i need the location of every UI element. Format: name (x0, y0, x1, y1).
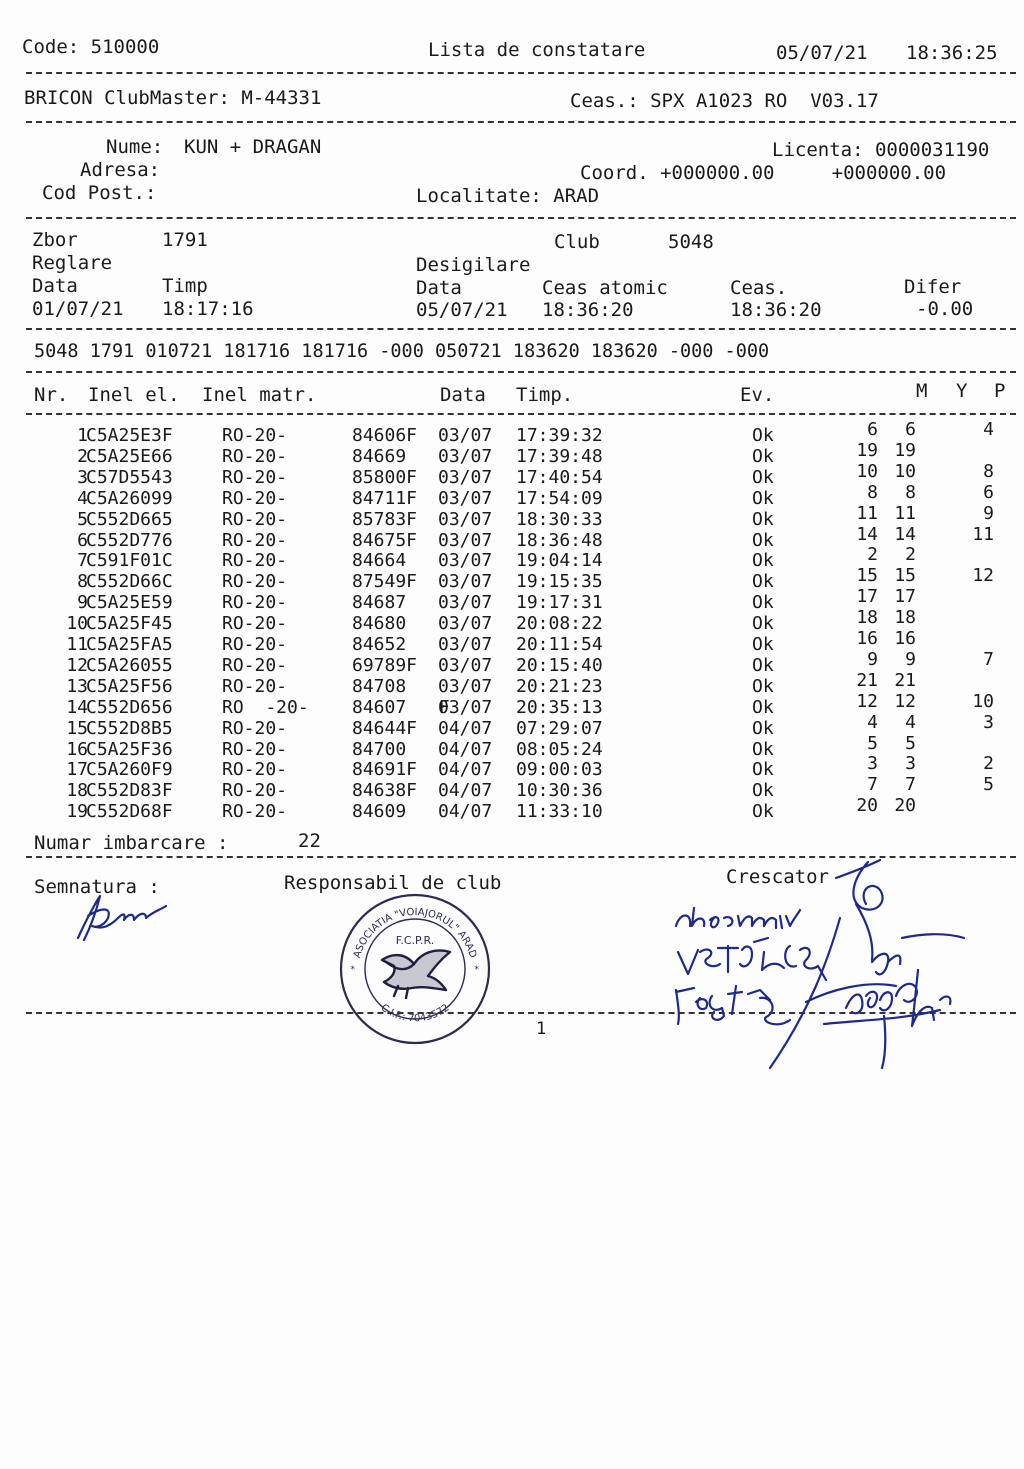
semnatura-signature (78, 896, 166, 940)
ring-electronic: C591F01C (86, 550, 173, 572)
rank-p: 2 (983, 753, 994, 775)
ring-number: 84606F (352, 425, 418, 446)
row-number: 16 (66, 738, 88, 760)
arrival-date: 04/07 (438, 738, 493, 760)
row-number: 15 (66, 717, 88, 739)
data2-label: Data (416, 277, 462, 299)
arrival-date: 03/07 (438, 529, 493, 551)
rank-m: 19 (856, 439, 878, 461)
ring-number: 84609 (352, 801, 407, 823)
col-timp: Timp. (516, 384, 574, 406)
event-status: Ok (752, 654, 774, 676)
arrival-date: 04/07 (438, 717, 493, 739)
arrival-time: 18:30:33 (516, 508, 603, 530)
rank-p: 12 (972, 565, 994, 587)
club-label: Club (554, 231, 600, 253)
ring-number: 85783F (352, 508, 418, 530)
arrival-date: 03/07 (438, 675, 493, 697)
desigilare-label: Desigilare (416, 254, 531, 276)
event-status: Ok (752, 529, 774, 551)
rank-m: 20 (856, 795, 878, 817)
rank-y: 2 (905, 544, 916, 566)
stamp-top-text: ASOCIATIA "VOIAJORUL" ARAD (351, 906, 479, 960)
ring-prefix: RO-20- (222, 508, 288, 530)
event-status: Ok (752, 571, 774, 593)
arrival-date: 03/07 (438, 592, 493, 614)
rank-p: 9 (983, 502, 994, 524)
ring-electronic: C552D66C (86, 571, 173, 593)
row-number: 8 (77, 571, 88, 593)
ring-prefix: RO-20- (222, 466, 288, 488)
rank-y: 16 (894, 628, 916, 649)
rank-m: 12 (856, 690, 878, 712)
ring-prefix: RO-20- (222, 654, 288, 676)
rank-p: 7 (983, 648, 994, 670)
ring-number: 84691F (352, 759, 418, 781)
zbor-value: 1791 (162, 229, 208, 251)
arrival-time: 19:04:14 (516, 550, 603, 572)
row-number: 3 (77, 466, 88, 488)
atomic-time: 18:36:20 (542, 299, 634, 321)
arrival-date: 03/07 (438, 634, 493, 655)
arrival-time: 18:36:48 (516, 529, 603, 551)
rank-y: 21 (894, 669, 916, 691)
rank-m: 14 (856, 523, 878, 545)
rank-y: 4 (905, 711, 916, 733)
event-status: Ok (752, 550, 774, 572)
rank-y: 18 (894, 607, 916, 629)
rank-m: 4 (867, 711, 878, 733)
coordinates: Coord. +000000.00 +000000.00 (580, 162, 947, 184)
separator (26, 856, 1016, 858)
rank-m: 9 (867, 648, 878, 670)
rank-p: 10 (972, 690, 994, 712)
ring-prefix: RO-20- (222, 425, 288, 446)
rank-p: 8 (983, 460, 994, 482)
imbarcare-count: 22 (298, 830, 321, 852)
ring-prefix: RO-20- (222, 759, 288, 781)
rank-p: 11 (972, 523, 994, 545)
rank-y: 9 (905, 648, 916, 670)
separator (26, 371, 1016, 373)
rank-y: 15 (894, 565, 916, 587)
row-number: 7 (77, 550, 88, 572)
licenta: Licenta: 0000031190 (772, 139, 990, 161)
ring-prefix: RO-20- (222, 801, 288, 823)
event-status: Ok (752, 487, 774, 509)
ring-prefix: RO-20- (222, 550, 288, 572)
row-number: 10 (66, 613, 88, 635)
rank-m: 21 (856, 669, 878, 691)
ring-number: 84711F (352, 487, 418, 509)
arrival-date: 03/07 (438, 425, 493, 446)
col-data: Data (440, 384, 486, 406)
rank-m: 5 (867, 732, 878, 754)
rank-m: 7 (867, 774, 878, 796)
ring-electronic: C5A260F9 (86, 759, 173, 781)
arrival-date: 03/07 (438, 613, 493, 635)
arrival-time: 17:39:48 (516, 445, 603, 467)
rank-m: 18 (856, 607, 878, 629)
event-status: Ok (752, 466, 774, 488)
ring-electronic: C5A25E3F (86, 425, 173, 446)
ring-electronic: C5A25F45 (86, 613, 173, 635)
difer-label: Difer (904, 276, 962, 298)
stamp-center-text: F.C.P.R. (395, 934, 435, 947)
row-number: 17 (66, 759, 88, 781)
rank-y: 17 (894, 586, 916, 608)
rank-m: 8 (867, 481, 878, 503)
event-status: Ok (752, 717, 774, 739)
arrival-time: 20:35:13 (516, 696, 603, 718)
ring-prefix: RO-20- (222, 571, 288, 593)
clubmaster-id: BRICON ClubMaster: M-44331 (24, 87, 322, 109)
event-status: Ok (752, 613, 774, 635)
event-status: Ok (752, 445, 774, 467)
imbarcare-label: Numar imbarcare : (34, 832, 229, 854)
ring-electronic: C552D68F (86, 801, 173, 823)
arrival-date: 04/07 (438, 780, 493, 802)
difer-value: -0.00 (916, 298, 974, 320)
col-p: P (994, 380, 1006, 402)
stamp-star-right: * (474, 965, 480, 975)
row-number: 13 (66, 675, 88, 697)
arrival-time: 10:30:36 (516, 780, 603, 802)
arrival-date: 03/07 (438, 654, 493, 676)
localitate: Localitate: ARAD (416, 185, 600, 207)
document-title: Lista de constatare (428, 39, 646, 61)
event-status: Ok (752, 801, 774, 823)
ring-number: 84708 (352, 675, 407, 697)
row-number: 1 (77, 425, 88, 446)
col-ev: Ev. (740, 384, 775, 406)
separator (26, 121, 1016, 123)
ring-number: 69789F (352, 654, 418, 676)
ring-number: 84652 (352, 634, 407, 655)
ring-number: 84669 (352, 445, 407, 467)
nume-label: Nume: (106, 136, 164, 158)
rank-y: 11 (894, 502, 916, 524)
arrival-time: 09:00:03 (516, 759, 603, 781)
responsabil-label: Responsabil de club (284, 872, 502, 894)
rank-y: 7 (905, 774, 916, 796)
rank-m: 11 (856, 502, 878, 524)
semnatura-label: Semnatura : (34, 876, 160, 898)
separator (26, 217, 1016, 219)
row-number: 19 (66, 801, 88, 823)
arrival-time: 20:08:22 (516, 613, 603, 635)
ring-number: 85800F (352, 466, 418, 488)
ring-prefix: RO-20- (222, 634, 288, 655)
col-m: M (916, 380, 928, 402)
rank-y: 10 (894, 460, 916, 482)
clock-id: Ceas.: SPX A1023 RO V03.17 (570, 90, 879, 112)
col-nr: Nr. (34, 384, 69, 406)
event-status: Ok (752, 592, 774, 614)
row-number: 5 (77, 508, 88, 530)
ring-number: 84607 F (352, 696, 450, 718)
reglare-date: 01/07/21 (32, 298, 124, 320)
arrival-time: 19:15:35 (516, 571, 603, 593)
ring-prefix: RO-20- (222, 487, 288, 509)
event-status: Ok (752, 508, 774, 530)
row-number: 6 (77, 529, 88, 551)
reglare-time: 18:17:16 (162, 298, 254, 320)
ring-prefix: RO-20- (222, 529, 288, 551)
ring-prefix: RO-20- (222, 717, 288, 739)
arrival-time: 20:11:54 (516, 634, 603, 655)
timp-label: Timp (162, 275, 208, 297)
event-status: Ok (752, 634, 774, 655)
crescator-label: Crescator (726, 866, 829, 888)
ceas-atomic-label: Ceas atomic (542, 277, 668, 299)
ring-number: 84638F (352, 780, 418, 802)
event-status: Ok (752, 675, 774, 697)
zbor-label: Zbor (32, 229, 78, 251)
club-stamp (336, 890, 494, 1048)
ring-number: 84700 (352, 738, 407, 760)
reglare-label: Reglare (32, 252, 113, 274)
row-number: 18 (66, 780, 88, 802)
row-number: 14 (66, 696, 88, 718)
ring-electronic: C5A25FA5 (86, 634, 173, 655)
ring-prefix: RO-20- (222, 592, 288, 614)
ring-number: 84664 (352, 550, 407, 572)
rank-m: 10 (856, 460, 878, 482)
rank-m: 16 (856, 628, 878, 649)
arrival-time: 20:15:40 (516, 654, 603, 676)
rank-y: 12 (894, 690, 916, 712)
adresa-label: Adresa: (80, 159, 161, 181)
ring-number: 84644F (352, 717, 418, 739)
rank-p: 3 (983, 711, 994, 733)
arrival-time: 20:21:23 (516, 675, 603, 697)
rank-m: 6 (867, 419, 878, 440)
arrival-date: 04/07 (438, 759, 493, 781)
ring-electronic: C57D5543 (86, 466, 173, 488)
ring-electronic: C552D8B5 (86, 717, 173, 739)
rank-p: 4 (983, 419, 994, 440)
col-inel-matr: Inel matr. (202, 384, 317, 406)
row-number: 12 (66, 654, 88, 676)
ceas-label: Ceas. (730, 277, 788, 299)
arrival-date: 03/07 (438, 466, 493, 488)
arrival-time: 17:54:09 (516, 487, 603, 509)
ring-prefix: RO-20- (222, 738, 288, 760)
ring-number: 84675F (352, 529, 418, 551)
owner-name: KUN + DRAGAN (184, 136, 322, 158)
ring-prefix: RO-20- (222, 445, 288, 467)
arrival-date: 03/07 (438, 508, 493, 530)
ring-electronic: C5A25E66 (86, 445, 173, 467)
ring-electronic: C552D665 (86, 508, 173, 530)
code-label: Code: 510000 (22, 36, 160, 58)
ring-electronic: C552D776 (86, 529, 173, 551)
ring-electronic: C5A25F56 (86, 675, 173, 697)
rank-m: 2 (867, 544, 878, 566)
ring-electronic: C5A26055 (86, 654, 173, 676)
rank-y: 6 (905, 419, 916, 440)
event-status: Ok (752, 759, 774, 781)
summary-line: 5048 1791 010721 181716 181716 -000 050721 183620 183620 -000 -000 (34, 341, 770, 362)
page-number: 1 (536, 1019, 547, 1039)
ring-electronic: C552D83F (86, 780, 173, 802)
rank-y: 20 (894, 795, 916, 817)
col-y: Y (956, 380, 968, 402)
rank-y: 19 (894, 439, 916, 461)
separator (26, 72, 1016, 74)
rank-p: 6 (983, 481, 994, 503)
ring-prefix: RO-20- (222, 780, 288, 802)
separator (26, 413, 1016, 415)
desigilare-date: 05/07/21 (416, 299, 508, 321)
crescator-flourish-2 (824, 970, 950, 1068)
crescator-signature-line-2 (678, 938, 826, 980)
ring-number: 84680 (352, 613, 407, 635)
stamp-star-left: * (350, 965, 356, 975)
arrival-time: 07:29:07 (516, 717, 603, 739)
crescator-flourish (770, 860, 964, 1068)
rank-m: 17 (856, 586, 878, 608)
arrival-date: 03/07 (438, 696, 493, 718)
event-status: Ok (752, 696, 774, 718)
event-status: Ok (752, 425, 774, 446)
row-number: 4 (77, 487, 88, 509)
row-number: 2 (77, 445, 88, 467)
separator (26, 328, 1016, 330)
ring-prefix: RO -20- (222, 696, 309, 718)
codpost-label: Cod Post.: (42, 182, 157, 204)
row-number: 9 (77, 592, 88, 614)
ring-number: 87549F (352, 571, 418, 593)
ring-prefix: RO-20- (222, 675, 288, 697)
event-status: Ok (752, 738, 774, 760)
rank-y: 8 (905, 481, 916, 503)
ring-electronic: C5A26099 (86, 487, 173, 509)
rank-m: 3 (867, 753, 878, 775)
ring-number: 84687 (352, 592, 407, 614)
col-inel-el: Inel el. (88, 384, 180, 406)
arrival-time: 17:40:54 (516, 466, 603, 488)
ring-electronic: C552D656 (86, 696, 173, 718)
arrival-date: 03/07 (438, 487, 493, 509)
print-time: 18:36:25 (906, 42, 998, 64)
dove-icon (382, 951, 450, 999)
arrival-date: 04/07 (438, 801, 493, 823)
arrival-time: 17:39:32 (516, 425, 603, 446)
print-date: 05/07/21 (776, 42, 868, 64)
arrival-time: 08:05:24 (516, 738, 603, 760)
ring-prefix: RO-20- (222, 613, 288, 635)
arrival-date: 03/07 (438, 550, 493, 572)
arrival-date: 03/07 (438, 571, 493, 593)
ring-electronic: C5A25E59 (86, 592, 173, 614)
arrival-time: 19:17:31 (516, 592, 603, 614)
crescator-signature-line-1 (676, 908, 800, 928)
arrival-time: 11:33:10 (516, 801, 603, 823)
ring-electronic: C5A25F36 (86, 738, 173, 760)
crescator-signature-line-3 (676, 986, 790, 1024)
row-number: 11 (66, 634, 88, 655)
event-status: Ok (752, 780, 774, 802)
rank-m: 15 (856, 565, 878, 587)
rank-y: 14 (894, 523, 916, 545)
club-value: 5048 (668, 231, 714, 253)
rank-y: 5 (905, 732, 916, 754)
data-label: Data (32, 275, 78, 297)
separator (26, 1012, 1016, 1014)
stamp-bottom-text: C.I.F.: 7043572 (378, 1002, 452, 1025)
rank-y: 3 (905, 753, 916, 775)
arrival-date: 03/07 (438, 445, 493, 467)
ceas-time: 18:36:20 (730, 299, 822, 321)
rank-p: 5 (983, 774, 994, 796)
